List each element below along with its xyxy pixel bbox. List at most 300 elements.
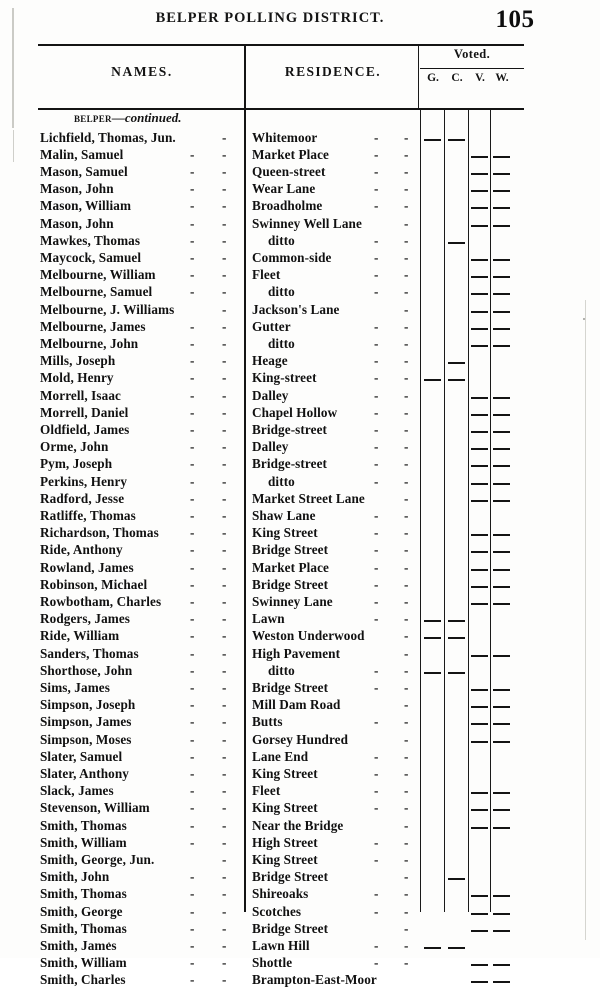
vote-mark-w (493, 156, 510, 158)
residence-leader-dash: - (374, 456, 379, 472)
cell-residence (252, 233, 420, 250)
voter-name: Melbourne, Samuel (40, 284, 153, 300)
residence-leader-dash: - (404, 284, 409, 300)
residence-leader-dash: - (374, 903, 379, 919)
name-leader-dash: - (190, 765, 195, 781)
cell-residence (252, 904, 420, 921)
vote-mark-v (471, 414, 488, 416)
name-leader-dash: - (190, 800, 195, 816)
vote-mark-c (448, 139, 465, 141)
table-row (38, 164, 524, 181)
cell-name (40, 388, 246, 405)
name-leader-dash: - (222, 370, 227, 386)
vote-mark-v (471, 655, 488, 657)
table-row (38, 560, 524, 577)
vote-mark-w (493, 414, 510, 416)
name-leader-dash: - (190, 370, 195, 386)
scan-artifact-left-margin-lower (13, 130, 14, 162)
cell-name (40, 422, 246, 439)
residence-leader-dash: - (404, 611, 409, 627)
cell-name (40, 904, 246, 921)
vote-mark-v (471, 276, 488, 278)
residence-leader-dash: - (374, 559, 379, 575)
vote-mark-v (471, 500, 488, 502)
name-leader-dash: - (222, 163, 227, 179)
name-leader-dash: - (222, 903, 227, 919)
residence-leader-dash: - (374, 507, 379, 523)
cell-name (40, 886, 246, 903)
voter-residence: Lane End (252, 748, 309, 764)
cell-name (40, 525, 246, 542)
vote-mark-g (424, 637, 441, 639)
residence-leader-dash: - (404, 679, 409, 695)
residence-leader-dash: - (374, 249, 379, 265)
vote-mark-v (471, 827, 488, 829)
residence-leader-dash: - (404, 851, 409, 867)
table-row (38, 181, 524, 198)
vote-mark-w (493, 465, 510, 467)
voter-name: Melbourne, William (40, 267, 156, 283)
vote-mark-g (424, 947, 441, 949)
vote-mark-v (471, 293, 488, 295)
cell-name (40, 646, 246, 663)
voter-residence: Shaw Lane (252, 507, 316, 523)
table-body (38, 110, 524, 988)
cell-residence (252, 972, 420, 989)
vote-mark-v (471, 190, 488, 192)
cell-name (40, 319, 246, 336)
voter-residence: Bridge-street (252, 421, 328, 437)
residence-leader-dash: - (374, 473, 379, 489)
table-row (38, 198, 524, 215)
residence-leader-dash: - (374, 146, 379, 162)
voter-residence: Bridge Street (252, 542, 329, 558)
residence-leader-dash: - (404, 146, 409, 162)
name-leader-dash: - (190, 473, 195, 489)
voted-group-underrule (420, 68, 524, 69)
voter-residence: King Street (252, 525, 318, 541)
vote-mark-w (493, 913, 510, 915)
voter-name: Smith, John (40, 869, 110, 885)
voter-residence: Gutter (252, 318, 291, 334)
table-row (38, 353, 524, 370)
vote-mark-g (424, 672, 441, 674)
residence-leader-dash: - (404, 507, 409, 523)
name-leader-dash: - (222, 765, 227, 781)
residence-leader-dash: - (404, 421, 409, 437)
residence-leader-dash: - (374, 955, 379, 971)
cell-residence (252, 628, 420, 645)
column-header-residence: RESIDENCE. (284, 64, 382, 79)
name-leader-dash: - (222, 800, 227, 816)
voter-name: Mills, Joseph (40, 353, 116, 369)
table-row (38, 611, 524, 628)
voter-name: Pym, Joseph (40, 456, 113, 472)
residence-leader-dash: - (404, 783, 409, 799)
name-leader-dash: - (222, 955, 227, 971)
cell-name (40, 439, 246, 456)
residence-leader-dash: - (374, 783, 379, 799)
voter-residence: Dalley (252, 387, 289, 403)
voter-name: Melbourne, John (40, 335, 139, 351)
vote-mark-v (471, 706, 488, 708)
vote-mark-v (471, 964, 488, 966)
cell-residence (252, 611, 420, 628)
vote-column-header-v: V. (475, 72, 485, 84)
voter-name: Lichfield, Thomas, Jun. (40, 129, 176, 145)
table-row (38, 800, 524, 817)
name-leader-dash: - (190, 353, 195, 369)
vote-mark-w (493, 603, 510, 605)
voter-residence: Swinney Lane (252, 593, 333, 609)
table-row (38, 456, 524, 473)
voter-residence: Whitemoor (252, 129, 318, 145)
residence-leader-dash: - (374, 662, 379, 678)
name-leader-dash: - (190, 783, 195, 799)
name-leader-dash: - (190, 834, 195, 850)
residence-leader-dash: - (404, 576, 409, 592)
cell-name (40, 749, 246, 766)
voter-name: Mold, Henry (40, 370, 114, 386)
table-row (38, 663, 524, 680)
vote-mark-w (493, 276, 510, 278)
table-row (38, 766, 524, 783)
cell-name (40, 216, 246, 233)
cell-name (40, 938, 246, 955)
residence-leader-dash: - (404, 249, 409, 265)
voter-residence: King Street (252, 800, 318, 816)
voter-residence: Lawn Hill (252, 937, 310, 953)
residence-leader-dash: - (404, 559, 409, 575)
voter-name: Mason, William (40, 198, 132, 214)
voter-residence: Queen-street (252, 163, 326, 179)
table-row (38, 732, 524, 749)
name-leader-dash: - (222, 301, 227, 317)
vote-column-header-w: W. (495, 72, 509, 84)
voter-residence: Market Place (252, 559, 329, 575)
cell-name (40, 164, 246, 181)
vote-mark-w (493, 964, 510, 966)
name-leader-dash: - (190, 748, 195, 764)
cell-residence (252, 422, 420, 439)
vote-mark-v (471, 225, 488, 227)
cell-name (40, 233, 246, 250)
vote-mark-g (424, 379, 441, 381)
table-row (38, 852, 524, 869)
voter-residence: Brampton-East-Moor (252, 972, 377, 988)
voter-name: Maycock, Samuel (40, 249, 142, 265)
vote-mark-v (471, 723, 488, 725)
vote-mark-w (493, 895, 510, 897)
residence-leader-dash: - (374, 129, 379, 145)
residence-leader-dash: - (374, 267, 379, 283)
residence-leader-dash: - (404, 335, 409, 351)
table-row (38, 886, 524, 903)
cell-residence (252, 388, 420, 405)
table-row (38, 233, 524, 250)
vote-mark-v (471, 930, 488, 932)
name-leader-dash: - (190, 593, 195, 609)
residence-leader-dash: - (404, 662, 409, 678)
vote-mark-v (471, 603, 488, 605)
table-row (38, 938, 524, 955)
voter-residence: Lawn (252, 611, 285, 627)
name-leader-dash: - (190, 335, 195, 351)
name-leader-dash: - (222, 886, 227, 902)
vote-mark-c (448, 362, 465, 364)
residence-leader-dash: - (374, 800, 379, 816)
residence-leader-dash: - (404, 473, 409, 489)
name-leader-dash: - (190, 886, 195, 902)
residence-leader-dash: - (404, 387, 409, 403)
cell-residence (252, 336, 420, 353)
name-leader-dash: - (222, 559, 227, 575)
table-row (38, 284, 524, 301)
voter-residence: King Street (252, 765, 318, 781)
name-leader-dash: - (222, 645, 227, 661)
name-leader-dash: - (222, 576, 227, 592)
residence-leader-dash: - (404, 181, 409, 197)
voter-residence: Bridge Street (252, 576, 329, 592)
name-leader-dash: - (222, 920, 227, 936)
residence-leader-dash: - (404, 490, 409, 506)
name-leader-dash: - (190, 525, 195, 541)
cell-name (40, 405, 246, 422)
name-leader-dash: - (190, 576, 195, 592)
voter-residence: Wear Lane (252, 181, 316, 197)
residence-leader-dash: - (404, 318, 409, 334)
cell-residence (252, 577, 420, 594)
name-leader-dash: - (190, 421, 195, 437)
vote-mark-w (493, 569, 510, 571)
voter-residence: Scotches (252, 903, 302, 919)
cell-name (40, 611, 246, 628)
table-row (38, 680, 524, 697)
cell-residence (252, 680, 420, 697)
voter-residence: ditto (268, 284, 295, 300)
voter-residence: Heage (252, 353, 288, 369)
name-leader-dash: - (222, 439, 227, 455)
vote-mark-c (448, 379, 465, 381)
vote-mark-w (493, 397, 510, 399)
vote-mark-w (493, 207, 510, 209)
table-row (38, 388, 524, 405)
residence-leader-dash: - (374, 679, 379, 695)
voter-residence: ditto (268, 662, 295, 678)
name-leader-dash: - (190, 714, 195, 730)
name-leader-dash: - (222, 972, 227, 988)
voter-name: Smith, Charles (40, 972, 126, 988)
cell-residence (252, 198, 420, 215)
vote-mark-c (448, 947, 465, 949)
voter-name: Mason, Samuel (40, 163, 128, 179)
residence-leader-dash: - (404, 886, 409, 902)
name-leader-dash: - (190, 903, 195, 919)
residence-leader-dash: - (404, 353, 409, 369)
cell-residence (252, 749, 420, 766)
cell-name (40, 852, 246, 869)
vote-mark-v (471, 741, 488, 743)
voter-name: Rowland, James (40, 559, 134, 575)
voter-residence: Near the Bridge (252, 817, 344, 833)
name-leader-dash: - (222, 731, 227, 747)
voter-name: Ride, William (40, 628, 120, 644)
residence-leader-dash: - (374, 765, 379, 781)
vote-mark-w (493, 483, 510, 485)
vote-mark-v (471, 311, 488, 313)
vote-mark-v (471, 913, 488, 915)
residence-leader-dash: - (404, 404, 409, 420)
section-heading-continued: —continued. (111, 110, 182, 125)
vote-mark-v (471, 259, 488, 261)
name-leader-dash: - (190, 817, 195, 833)
name-leader-dash: - (222, 593, 227, 609)
cell-residence (252, 147, 420, 164)
residence-leader-dash: - (404, 198, 409, 214)
voter-name: Smith, James (40, 937, 117, 953)
residence-leader-dash: - (404, 301, 409, 317)
name-leader-dash: - (190, 490, 195, 506)
voter-name: Mason, John (40, 215, 114, 231)
name-leader-dash: - (222, 628, 227, 644)
name-leader-dash: - (190, 284, 195, 300)
name-leader-dash: - (222, 525, 227, 541)
cell-residence (252, 886, 420, 903)
cell-name (40, 474, 246, 491)
voter-name: Stevenson, William (40, 800, 150, 816)
residence-leader-dash: - (374, 714, 379, 730)
voter-name: Mason, John (40, 181, 114, 197)
cell-residence (252, 250, 420, 267)
table-row (38, 250, 524, 267)
vote-mark-v (471, 483, 488, 485)
cell-residence (252, 560, 420, 577)
cell-residence (252, 525, 420, 542)
voter-residence: Swinney Well Lane (252, 215, 362, 231)
cell-residence (252, 456, 420, 473)
residence-leader-dash: - (374, 525, 379, 541)
table-row (38, 921, 524, 938)
residence-leader-dash: - (374, 421, 379, 437)
name-leader-dash: - (222, 714, 227, 730)
name-leader-dash: - (222, 748, 227, 764)
cell-residence (252, 439, 420, 456)
voter-residence: King Street (252, 851, 318, 867)
table-row (38, 508, 524, 525)
cell-name (40, 456, 246, 473)
vote-mark-w (493, 328, 510, 330)
voter-residence: High Pavement (252, 645, 341, 661)
table-row (38, 835, 524, 852)
vote-mark-w (493, 741, 510, 743)
residence-leader-dash: - (404, 937, 409, 953)
name-leader-dash: - (190, 507, 195, 523)
table-row (38, 474, 524, 491)
name-leader-dash: - (190, 163, 195, 179)
table-row (38, 319, 524, 336)
vote-mark-v (471, 465, 488, 467)
name-leader-dash: - (190, 559, 195, 575)
voter-residence: Chapel Hollow (252, 404, 338, 420)
running-head (0, 6, 600, 38)
residence-leader-dash: - (404, 525, 409, 541)
table-row (38, 267, 524, 284)
residence-leader-dash: - (404, 765, 409, 781)
cell-residence (252, 852, 420, 869)
name-leader-dash: - (190, 318, 195, 334)
cell-name (40, 766, 246, 783)
name-leader-dash: - (222, 851, 227, 867)
vote-mark-v (471, 207, 488, 209)
voter-residence: Bridge Street (252, 679, 329, 695)
column-header-voted: Voted. (453, 47, 491, 61)
vote-mark-w (493, 293, 510, 295)
table-row (38, 749, 524, 766)
residence-leader-dash: - (404, 748, 409, 764)
cell-name (40, 869, 246, 886)
vote-mark-c (448, 242, 465, 244)
vote-mark-v (471, 328, 488, 330)
voter-name: Melbourne, James (40, 318, 146, 334)
vote-mark-w (493, 431, 510, 433)
residence-leader-dash: - (404, 903, 409, 919)
cell-name (40, 972, 246, 989)
cell-residence (252, 646, 420, 663)
name-leader-dash: - (190, 215, 195, 231)
name-leader-dash: - (222, 507, 227, 523)
name-leader-dash: - (222, 129, 227, 145)
table-row (38, 336, 524, 353)
residence-leader-dash: - (404, 817, 409, 833)
voter-name: Slater, Anthony (40, 765, 129, 781)
residence-leader-dash: - (404, 232, 409, 248)
name-leader-dash: - (190, 645, 195, 661)
cell-name (40, 835, 246, 852)
cell-name (40, 491, 246, 508)
cell-residence (252, 474, 420, 491)
table-row (38, 491, 524, 508)
header-divider-residence-voted (418, 46, 419, 108)
voter-name: Radford, Jesse (40, 490, 125, 506)
cell-name (40, 353, 246, 370)
vote-mark-w (493, 827, 510, 829)
name-leader-dash: - (222, 215, 227, 231)
table-row (38, 869, 524, 886)
cell-residence (252, 732, 420, 749)
name-leader-dash: - (222, 456, 227, 472)
voter-name: Shorthose, John (40, 662, 133, 678)
residence-leader-dash: - (374, 593, 379, 609)
voter-name: Morrell, Isaac (40, 387, 121, 403)
voter-residence: ditto (268, 473, 295, 489)
vote-mark-v (471, 345, 488, 347)
residence-leader-dash: - (374, 542, 379, 558)
voter-name: Sims, James (40, 679, 110, 695)
voter-name: Malin, Samuel (40, 146, 124, 162)
table-row (38, 783, 524, 800)
cell-name (40, 267, 246, 284)
voter-name: Smith, William (40, 955, 127, 971)
vote-mark-v (471, 792, 488, 794)
voter-name: Oldfield, James (40, 421, 130, 437)
residence-leader-dash: - (404, 456, 409, 472)
voter-name: Melbourne, J. Williams (40, 301, 175, 317)
table-row (38, 904, 524, 921)
name-leader-dash: - (222, 662, 227, 678)
cell-residence (252, 783, 420, 800)
voter-name: Perkins, Henry (40, 473, 128, 489)
residence-leader-dash: - (374, 834, 379, 850)
